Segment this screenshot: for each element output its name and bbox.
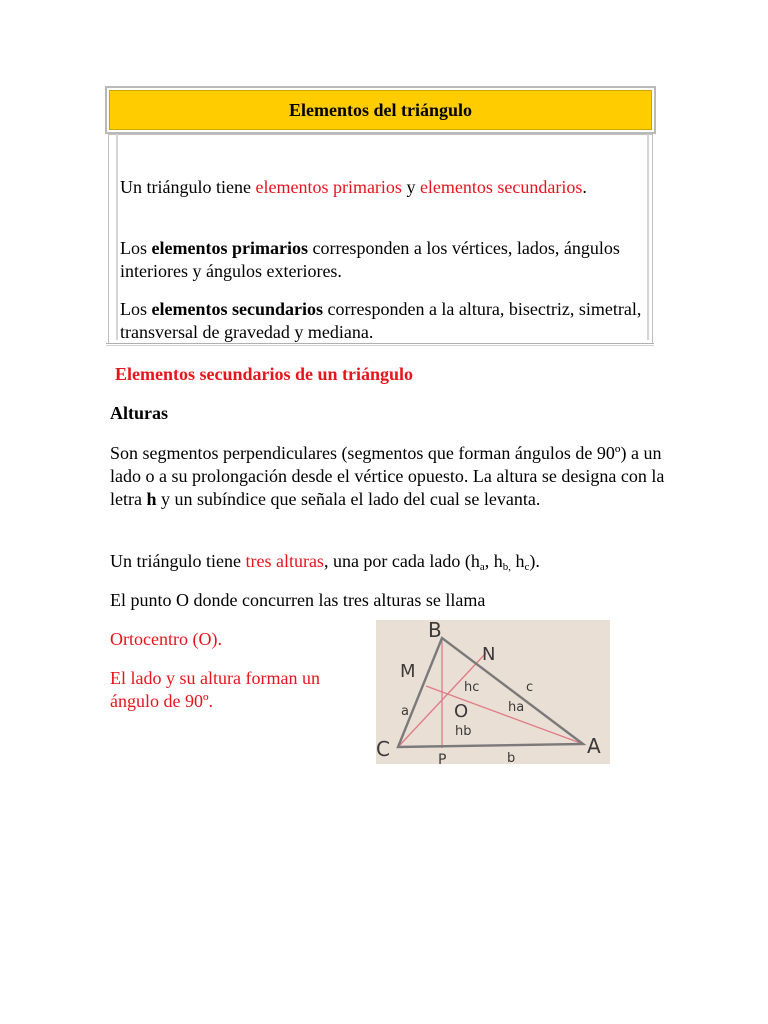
label-ha: ha — [508, 700, 525, 715]
title-table — [105, 86, 656, 134]
text: ). — [529, 551, 540, 571]
text: y — [401, 177, 420, 197]
text: Un triángulo tiene — [110, 551, 246, 571]
ortocentro-text: Ortocentro (O). — [110, 629, 222, 649]
text: Los — [120, 299, 152, 319]
bold-text: elementos secundarios — [151, 299, 323, 319]
text: corresponden a la altura, bisectriz, simetral, transversal de gravedad y mediana. — [120, 299, 642, 342]
alturas-paragraph-1 — [110, 442, 670, 511]
alturas-paragraph-2 — [110, 550, 670, 579]
label-O: O — [454, 701, 469, 722]
alturas-paragraph-3: El punto O donde concurren las tres alturas se llama — [110, 590, 486, 610]
text: Son segmentos perpendiculares (segmentos que forman ángulos de 90º) a un lado o a su prolongación desde el vértice opuesto. La altura se designa con la letra — [110, 443, 665, 509]
label-hc: hc — [464, 680, 480, 695]
highlight-text: elementos secundarios — [419, 177, 583, 197]
text: corresponden a los vértices, lados, ángulos interiores y ángulos exteriores. — [120, 238, 620, 281]
label-hb: hb — [455, 724, 472, 739]
label-B: B — [428, 620, 442, 642]
text: . — [582, 177, 587, 197]
text: , h — [484, 551, 503, 571]
subscript: b, — [502, 561, 512, 573]
text: , una por cada lado (h — [323, 551, 480, 571]
subscript: c — [524, 561, 530, 573]
label-M: M — [400, 661, 416, 682]
section-title: Elementos secundarios de un triángulo — [115, 364, 414, 384]
text: y un subíndice que señala el lado del cual se levanta. — [156, 489, 541, 509]
label-b: b — [507, 751, 516, 764]
text: Un triángulo tiene — [120, 177, 256, 197]
label-a: a — [401, 704, 409, 719]
intro-paragraph-3 — [120, 298, 645, 344]
text: h — [511, 551, 525, 571]
bold-text: elementos primarios — [151, 238, 308, 258]
intro-paragraph-1 — [120, 176, 645, 199]
text: Los — [120, 238, 152, 258]
page-title: Elementos del triángulo — [109, 90, 652, 130]
highlight-text: tres alturas — [245, 551, 324, 571]
subscript: a — [479, 561, 485, 573]
label-c: c — [526, 680, 534, 695]
label-C: C — [376, 737, 390, 761]
altitude-ha — [426, 686, 583, 744]
label-N: N — [482, 644, 496, 665]
label-A: A — [587, 734, 601, 758]
highlight-text: elementos primarios — [255, 177, 402, 197]
intro-paragraph-2 — [120, 237, 645, 283]
angle-note: El lado y su altura forman un ángulo de 90º. — [110, 668, 320, 711]
triangle-diagram — [376, 620, 610, 764]
alturas-heading: Alturas — [110, 403, 168, 423]
label-P: P — [438, 752, 447, 764]
bold-text: h — [146, 489, 157, 509]
